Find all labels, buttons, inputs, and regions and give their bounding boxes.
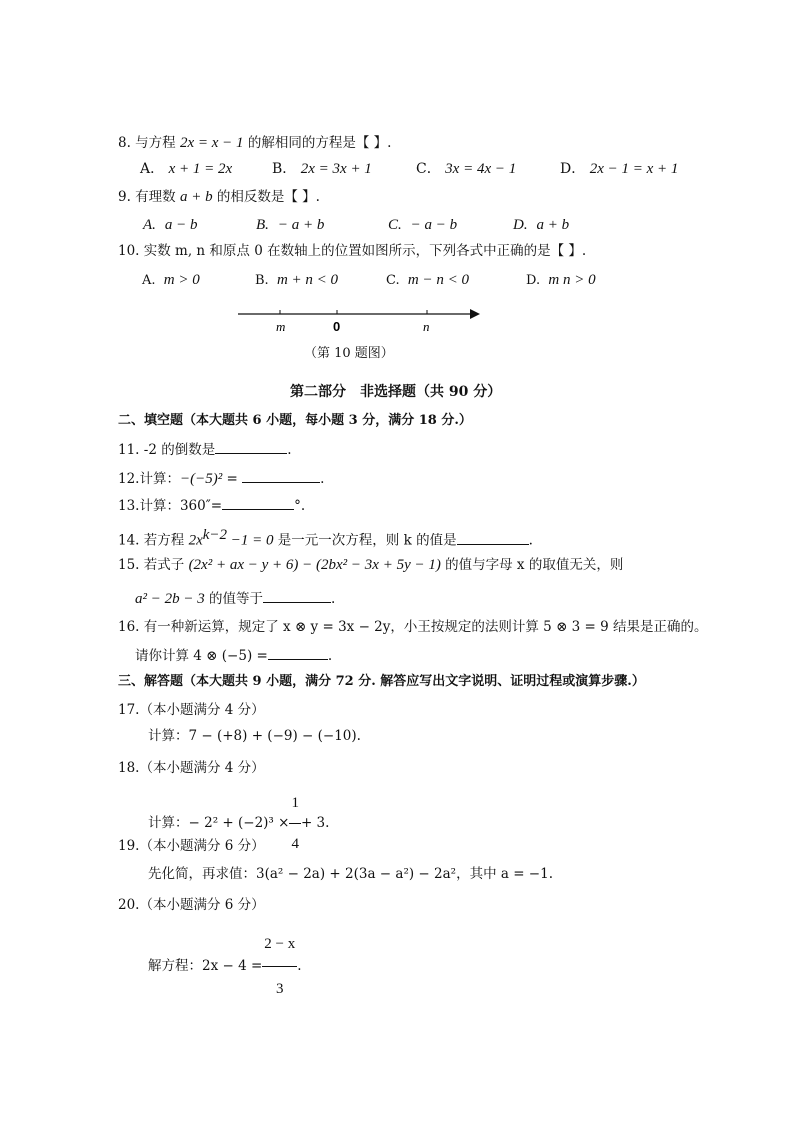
part-2-title: 第二部分 非选择题（共 90 分） xyxy=(290,384,502,400)
label-m: m xyxy=(276,319,286,334)
q9-expression: a + b xyxy=(179,189,213,205)
q10-option-a: A. m > 0 xyxy=(142,272,200,288)
question-15-line-2: a² − 2b − 3 的值等于 . xyxy=(135,591,336,607)
question-8 xyxy=(118,134,391,152)
question-12: 12.计算：−(−5)² = . xyxy=(118,471,325,487)
figure-caption: （第 10 题图） xyxy=(304,346,394,361)
q8-equation: 2x = x − 1 xyxy=(179,135,244,151)
question-16: 16. 有一种新运算，规定了 x ⊗ y = 3x − 2y，小王按规定的法则计算 5 ⊗ 3 = 9 结果是正确的。 xyxy=(118,619,708,635)
question-19-body: 先化简，再求值：3(a² − 2a) + 2(3a − a²) − 2a²，其中 a = −1. xyxy=(148,866,553,882)
q10-option-c: C. m − n < 0 xyxy=(386,272,469,288)
label-n: n xyxy=(423,319,430,334)
number-line-arrow xyxy=(470,309,480,319)
section-3-title: 三、解答题（本大题共 9 小题，满分 72 分. 解答应写出文字说明、证明过程或演算步骤.） xyxy=(118,674,645,689)
question-16-line-2: 请你计算 4 ⊗ (−5) = . xyxy=(135,648,333,664)
q9-option-c: C. − a − b xyxy=(388,217,458,233)
question-19-head: 19.（本小题满分 6 分） xyxy=(118,838,265,854)
question-17-body: 计算：7 − (+8) + (−9) − (−10). xyxy=(148,728,361,744)
q9-suffix: 的相反数是【 】. xyxy=(212,189,320,205)
question-10: 10. 实数 m, n 和原点 0 在数轴上的位置如图所示，下列各式中正确的是【 】. xyxy=(118,243,587,259)
q8-option-c: C． 3x = 4x − 1 xyxy=(416,161,517,177)
q10-option-d: D. m n > 0 xyxy=(526,272,596,288)
question-15: 15. 若式子 (2x² + ax − y + 6) − (2bx² − 3x + 5y − 1) 的值与字母 x 的取值无关，则 xyxy=(118,557,624,573)
q8-option-a: A． x + 1 = 2x xyxy=(140,161,233,177)
question-20-head: 20.（本小题满分 6 分） xyxy=(118,897,265,913)
q9-option-d: D. a + b xyxy=(513,217,570,233)
q12-blank[interactable] xyxy=(242,469,320,483)
question-14: 14. 若方程 $2x^{k-2} -1 = 0$ 是一元一次方程，则 k 的值是 . xyxy=(118,527,533,549)
question-18-head: 18.（本小题满分 4 分） xyxy=(118,760,265,776)
q14-blank[interactable] xyxy=(457,531,529,545)
section-2-title: 二、填空题（本大题共 6 小题，每小题 3 分，满分 18 分.） xyxy=(118,413,472,428)
q15-blank[interactable] xyxy=(263,589,331,603)
q13-blank[interactable] xyxy=(222,501,294,510)
q8-option-b: B． 2x = 3x + 1 xyxy=(272,161,372,177)
q11-blank[interactable] xyxy=(215,440,287,454)
q9-option-a: A. a − b xyxy=(143,217,198,233)
question-9 xyxy=(118,188,320,206)
question-13: 13.计算：360″= °. xyxy=(118,498,306,514)
q9-prefix: 9. 有理数 xyxy=(118,189,180,205)
number-line-figure xyxy=(230,302,490,338)
q8-prefix: 8. 与方程 xyxy=(118,135,180,151)
q10-option-b: B. m + n < 0 xyxy=(255,272,339,288)
q8-suffix: 的解相同的方程是【 】. xyxy=(243,135,392,151)
q16-blank[interactable] xyxy=(268,646,328,660)
q9-option-b: B. − a + b xyxy=(256,217,325,233)
q8-option-d: D． 2x − 1 = x + 1 xyxy=(560,161,679,177)
label-zero: 0 xyxy=(333,319,341,334)
question-17-head: 17.（本小题满分 4 分） xyxy=(118,702,265,718)
question-20-body: 解方程：2x − 4 = $\frac{2 - x}{3}$ . xyxy=(148,922,302,1011)
question-18-body: 计算：− 2² + (−2)³ × $\frac{1}{4}$ + 3. xyxy=(148,783,329,864)
question-11: 11. -2 的倒数是 . xyxy=(118,442,292,458)
